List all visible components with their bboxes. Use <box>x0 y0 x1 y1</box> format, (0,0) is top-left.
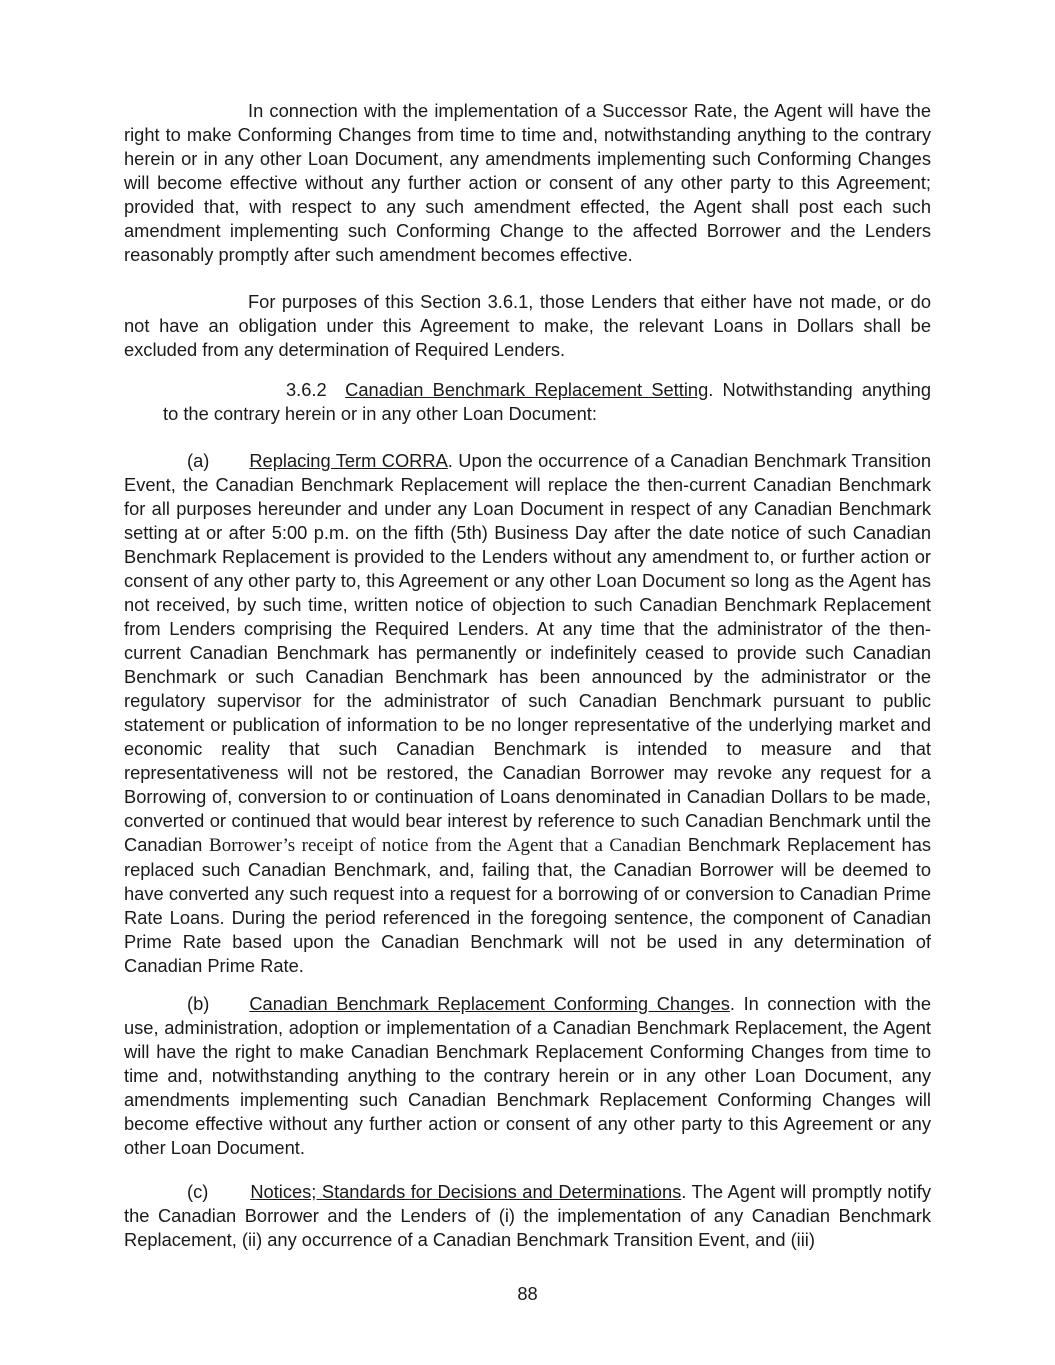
item-c-heading: Notices; Standards for Decisions and Determinations <box>250 1181 682 1202</box>
item-c-notices <box>124 1180 931 1252</box>
item-b-label: (b) <box>187 993 210 1014</box>
paragraph-required-lenders-exclusion: For purposes of this Section 3.6.1, those Lenders that either have not made, or do not have an obligation under this Agreement to make, the relevant Loans in Dollars shall be excluded from any determination of Required Lenders. <box>124 291 931 360</box>
item-a-label: (a) <box>187 450 210 471</box>
page-number: 88 <box>517 1283 538 1304</box>
item-a-replacing-term-corra <box>124 449 931 978</box>
section-heading: Canadian Benchmark Replacement Setting <box>345 379 709 400</box>
item-a-heading: Replacing Term CORRA <box>249 450 448 471</box>
item-c-label: (c) <box>187 1181 209 1202</box>
paragraph-successor-rate-conforming-changes: In connection with the implementation of a Successor Rate, the Agent will have the right to make Conforming Changes from time to time and, notwithstanding anything to the contrary herein or in any other Loan Document, any amendments implementing such Conforming Changes will become effective without any further action or consent of any other party to this Agreement; provided that, with respect to any such amendment effected, the Agent shall post each such amendment implementing such Conforming Change to the affected Borrower and the Lenders reasonably promptly after such amendment becomes effective. <box>124 100 931 265</box>
item-a-body-part2: Benchmark Replacement has replaced such Canadian Benchmark, and, failing that, the Canadian Borrower will be deemed to have converted any such request into a request for a borrowing of or conversion to Canadian Prime Rate Loans. During the period referenced in the foregoing sentence, the component of Canadian Prime Rate based upon the Canadian Benchmark will not be used in any determination of Canadian Prime Rate. <box>124 834 931 976</box>
section-3-6-2-intro: to the contrary herein or in any other Loan Document: <box>163 403 597 424</box>
section-number: 3.6.2 <box>286 379 327 400</box>
item-b-body: . In connection with the use, administration, adoption or implementation of a Canadian Benchmark Replacement, the Agent will have the right to make Canadian Benchmark Replacement Conforming Changes from time to time and, notwithstanding anything to the contrary herein or in any other Loan Document, any amendments implementing such Canadian Benchmark Replacement Conforming Changes will become effective without any further action or consent of any other party to this Agreement or any other Loan Document. <box>124 993 931 1158</box>
item-b-heading: Canadian Benchmark Replacement Conforming Changes <box>249 993 730 1014</box>
item-c-body: . The Agent will promptly notify the Canadian Borrower and the Lenders of (i) the implementation of any Canadian Benchmark Replacement, (ii) any occurrence of a Canadian Benchmark Transition Event, and (iii) <box>124 1181 931 1250</box>
item-a-body-serif: Borrower’s receipt of notice from the Agent that a Canadian <box>209 835 682 856</box>
section-intro-line1: . Notwithstanding anything <box>708 379 931 400</box>
item-b-conforming-changes <box>124 992 931 1160</box>
item-a-body-part1: . Upon the occurrence of a Canadian Benchmark Transition Event, the Canadian Benchmark Replacement will replace the then-current Canadian Benchmark for all purposes hereunder and under any Loan Document in respect of any Canadian Benchmark setting at or after 5:00 p.m. on the fifth (5th) Business Day after the date notice of such Canadian Benchmark Replacement is provided to the Lenders without any amendment to, or further action or consent of any other party to, this Agreement or any other Loan Document so long as the Agent has not received, by such time, written notice of objection to such Canadian Benchmark Replacement from Lenders comprising the Required Lenders. At any time that the administrator of the then-current Canadian Benchmark has permanently or indefinitely ceased to provide such Canadian Benchmark or such Canadian Benchmark has been announced by the administrator or the regulatory supervisor for the administrator of such Canadian Benchmark pursuant to public statement or publication of information to be no longer representative of the underlying market and economic reality that such Canadian Benchmark is intended to measure and that representativeness will not be restored, the Canadian Borrower may revoke any request for a Borrowing of, conversion to or continuation of Loans denominated in Canadian Dollars to be made, converted or continued that would bear interest by reference to such Canadian Benchmark until the Canadian <box>124 450 931 855</box>
section-3-6-2-heading-line <box>286 378 931 402</box>
